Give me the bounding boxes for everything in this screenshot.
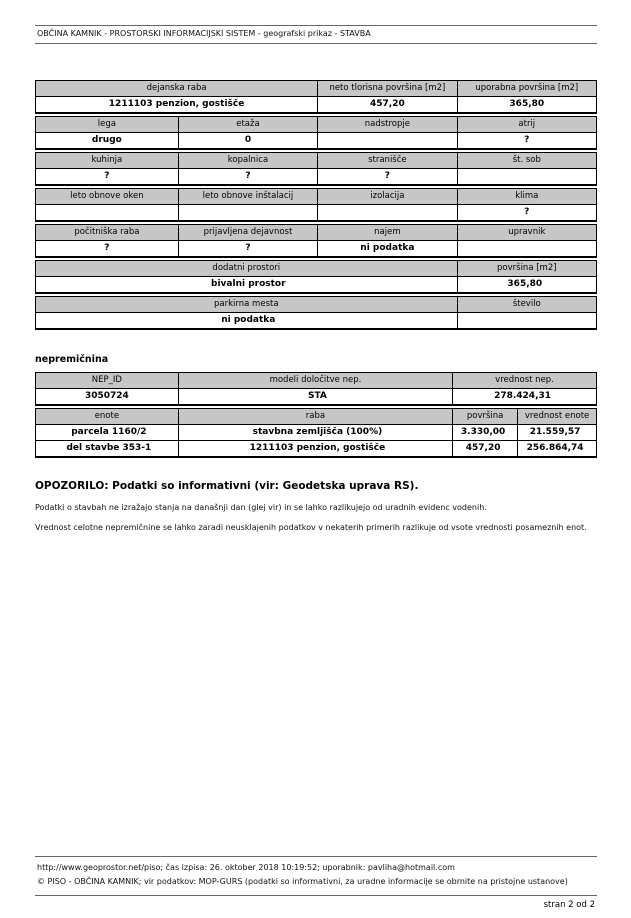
header-cell-st-sob: št. sob: [457, 153, 596, 169]
header-cell-stranisce: stranišče: [318, 153, 457, 169]
header-cell-prijavljena-dejavnost: prijavljena dejavnost: [178, 225, 317, 241]
header-cell-kuhinja: kuhinja: [36, 153, 179, 169]
stavba-group-parkirna-mesta: [35, 296, 597, 330]
value-cell-neto-tlorisna-povrsina: 457,20: [318, 97, 457, 114]
header-cell-stevilo: število: [457, 297, 596, 313]
footer-info: [35, 856, 597, 896]
value-cell-nadstropje: [318, 133, 457, 150]
warning-line-2: Vrednost celotne nepremičnine se lahko zaradi neusklajenih podatkov v nekaterih primerih razlikuje od vsote vrednosti posameznih enot.: [35, 523, 587, 532]
report-page: [0, 25, 631, 918]
value-cell-najem: ni podatka: [318, 241, 457, 258]
warning-block: [35, 480, 597, 533]
table-row-parcela: [36, 425, 597, 441]
value-row: [36, 241, 597, 258]
stavba-group-dodatni-prostori: [35, 260, 597, 294]
value-cell-raba: stavbna zemljišča (100%): [178, 425, 452, 441]
report-footer: [35, 856, 597, 910]
header-row: [36, 189, 597, 205]
warning-title: OPOZORILO: Podatki so informativni (vir: Geodetska uprava RS).: [35, 480, 419, 492]
header-row: [36, 153, 597, 169]
header-cell-modeli-dolocitve: modeli določitve nep.: [178, 373, 452, 389]
table-row-del-stavbe: [36, 441, 597, 458]
header-row: [36, 373, 597, 389]
value-cell-stranisce: ?: [318, 169, 457, 186]
header-cell-nep-id: NEP_ID: [36, 373, 179, 389]
header-cell-parkirna-mesta: parkirna mesta: [36, 297, 458, 313]
value-cell-vrednost-enote: 256.864,74: [518, 441, 597, 458]
value-cell-prijavljena-dejavnost: ?: [178, 241, 317, 258]
header-cell-lega: lega: [36, 117, 179, 133]
header-cell-upravnik: upravnik: [457, 225, 596, 241]
header-cell-najem: najem: [318, 225, 457, 241]
page-number: stran 2 od 2: [543, 900, 595, 910]
header-cell-izolacija: izolacija: [318, 189, 457, 205]
header-cell-vrednost-enote: vrednost enote: [518, 409, 597, 425]
stavba-table: [35, 80, 597, 330]
footer-copyright-line: © PISO - OBČINA KAMNIK; vir podatkov: MOP-GURS (podatki so informativni, za uradne informacije se obrnite na pristojne ustanove): [37, 877, 568, 886]
value-cell-leto-obnove-instalacij: [178, 205, 317, 222]
header-cell-kopalnica: kopalnica: [178, 153, 317, 169]
value-cell-klima: ?: [457, 205, 596, 222]
header-cell-raba: raba: [178, 409, 452, 425]
nepremicnina-units-table: [35, 408, 597, 458]
header-cell-nadstropje: nadstropje: [318, 117, 457, 133]
header-cell-dejanska-raba: dejanska raba: [36, 81, 318, 97]
value-cell-model: STA: [178, 389, 452, 406]
value-cell-dejanska-raba: 1211103 penzion, gostišče: [36, 97, 318, 114]
value-cell-kopalnica: ?: [178, 169, 317, 186]
header-row: [36, 81, 597, 97]
value-cell-enota: del stavbe 353-1: [36, 441, 179, 458]
nepremicnina-heading: nepremičnina: [35, 354, 109, 365]
report-header: [35, 25, 597, 44]
value-cell-st-sob: [457, 169, 596, 186]
header-cell-pocitniska-raba: počitniška raba: [36, 225, 179, 241]
value-cell-povrsina-m2: 365,80: [457, 277, 596, 294]
value-row: [36, 97, 597, 114]
header-cell-povrsina-m2: površina [m2]: [457, 261, 596, 277]
header-cell-atrij: atrij: [457, 117, 596, 133]
value-cell-etaza: 0: [178, 133, 317, 150]
value-row: [36, 205, 597, 222]
value-cell-vrednost-enote: 21.559,57: [518, 425, 597, 441]
header-cell-uporabna-povrsina: uporabna površina [m2]: [457, 81, 596, 97]
header-row: [36, 409, 597, 425]
value-row: [36, 133, 597, 150]
header-cell-povrsina: površina: [453, 409, 518, 425]
value-cell-izolacija: [318, 205, 457, 222]
value-row: [36, 277, 597, 294]
value-cell-uporabna-povrsina: 365,80: [457, 97, 596, 114]
header-row: [36, 225, 597, 241]
value-row: [36, 169, 597, 186]
stavba-group-dejanska-raba: [35, 80, 597, 114]
value-cell-parkirna-mesta: ni podatka: [36, 313, 458, 330]
value-cell-raba: 1211103 penzion, gostišče: [178, 441, 452, 458]
header-cell-vrednost-nep: vrednost nep.: [453, 373, 597, 389]
stavba-group-pocitniska-raba: [35, 224, 597, 258]
value-row: [36, 389, 597, 406]
value-cell-kuhinja: ?: [36, 169, 179, 186]
value-cell-nep-id: 3050724: [36, 389, 179, 406]
value-row: [36, 313, 597, 330]
header-row: [36, 297, 597, 313]
header-cell-etaza: etaža: [178, 117, 317, 133]
header-cell-enote: enote: [36, 409, 179, 425]
value-cell-vrednost-nep: 278.424,31: [453, 389, 597, 406]
header-cell-leto-obnove-instalacij: leto obnove inštalacij: [178, 189, 317, 205]
header-cell-klima: klima: [457, 189, 596, 205]
value-cell-povrsina: 457,20: [453, 441, 518, 458]
stavba-group-obnova: [35, 188, 597, 222]
value-cell-leto-obnove-oken: [36, 205, 179, 222]
report-header-title: OBČINA KAMNIK - PROSTORSKI INFORMACIJSKI SISTEM - geografski prikaz - STAVBA: [37, 29, 371, 38]
value-cell-lega: drugo: [36, 133, 179, 150]
warning-line-1: Podatki o stavbah ne izražajo stanja na današnji dan (glej vir) in se lahko razlikujejo od uradnih evidenc vodenih.: [35, 503, 487, 512]
stavba-group-kuhinja: [35, 152, 597, 186]
stavba-group-lega: [35, 116, 597, 150]
value-cell-pocitniska-raba: ?: [36, 241, 179, 258]
footer-url-line: http://www.geoprostor.net/piso; čas izpisa: 26. oktober 2018 10:19:52; uporabnik: pavliha@hotmail.com: [37, 863, 455, 872]
header-cell-dodatni-prostori: dodatni prostori: [36, 261, 458, 277]
nepremicnina-summary-table: [35, 372, 597, 406]
value-cell-stevilo: [457, 313, 596, 330]
header-cell-leto-obnove-oken: leto obnove oken: [36, 189, 179, 205]
value-cell-atrij: ?: [457, 133, 596, 150]
header-cell-neto-tlorisna-povrsina: neto tlorisna površina [m2]: [318, 81, 457, 97]
value-cell-enota: parcela 1160/2: [36, 425, 179, 441]
header-row: [36, 261, 597, 277]
value-cell-dodatni-prostori: bivalni prostor: [36, 277, 458, 294]
header-row: [36, 117, 597, 133]
value-cell-upravnik: [457, 241, 596, 258]
value-cell-povrsina: 3.330,00: [453, 425, 518, 441]
